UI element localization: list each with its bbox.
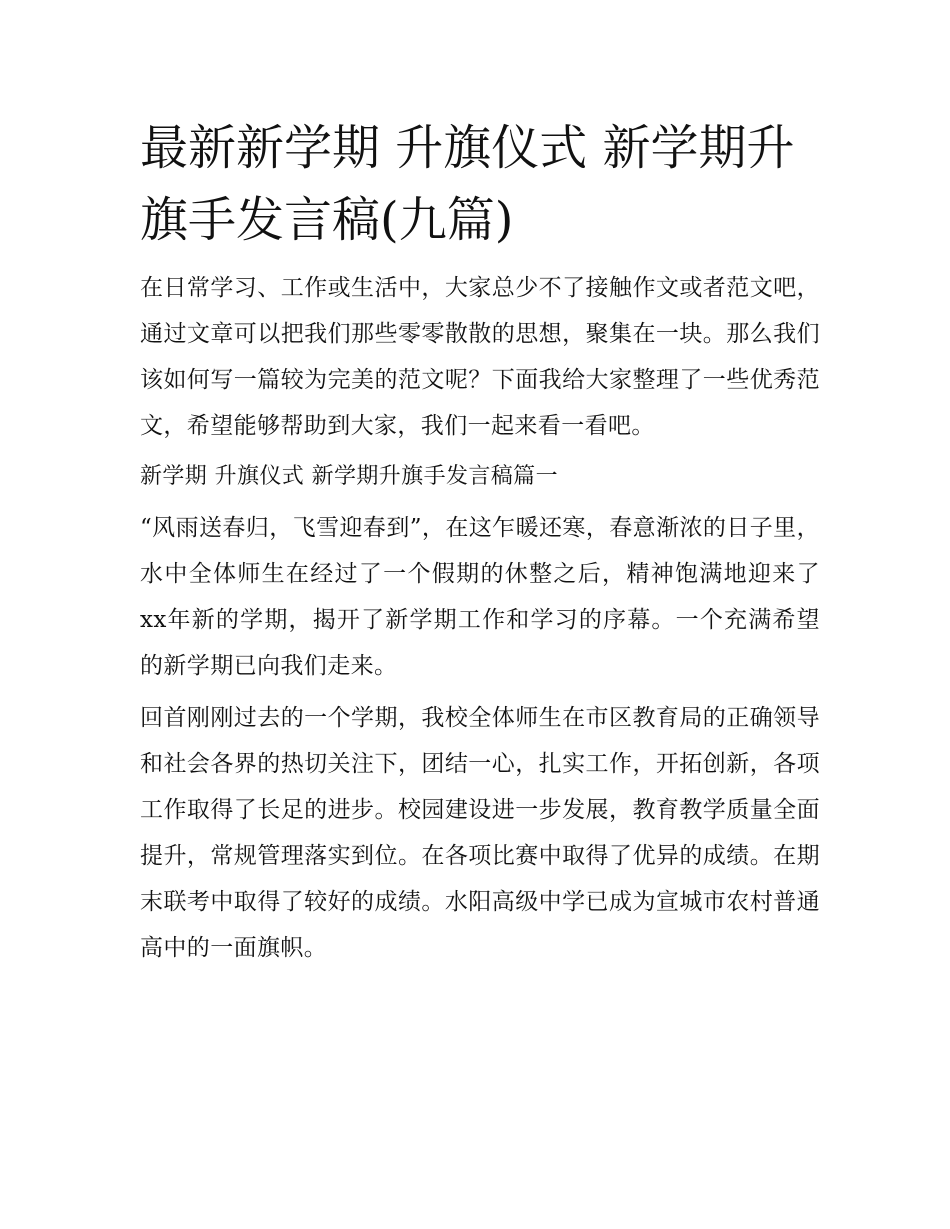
section-heading: 新学期 升旗仪式 新学期升旗手发言稿篇一 xyxy=(140,464,558,489)
intro-paragraph: 在日常学习、工作或生活中，大家总少不了接触作文或者范文吧，通过文章可以把我们那些零零散散的思想，聚集在一块。那么我们该如何写一篇较为完美的范文呢？下面我给大家整理了一些优秀范文，希望能够帮助到大家，我们一起来看一看吧。 xyxy=(140,275,820,439)
body-paragraph-2: 回首刚刚过去的一个学期，我校全体师生在市区教育局的正确领导和社会各界的热切关注下，团结一心，扎实工作，开拓创新，各项工作取得了长足的进步。校园建设进一步发展，教育教学质量全面提升，常规管理落实到位。在各项比赛中取得了优异的成绩。在期末联考中取得了较好的成绩。水阳高级中学已成为宣城市农村普通高中的一面旗帜。 xyxy=(140,705,820,961)
document-title: 最新新学期 升旗仪式 新学期升旗手发言稿(九篇) xyxy=(140,120,795,248)
document-body xyxy=(140,265,820,971)
body-paragraph-1: “风雨送春归，飞雪迎春到”，在这乍暖还寒，春意渐浓的日子里，水中全体师生在经过了一个假期的休整之后，精神饱满地迎来了xx年新的学期，揭开了新学期工作和学习的序幕。一个充满希望的新学期已向我们走来。 xyxy=(140,515,820,679)
document-content xyxy=(140,112,820,977)
